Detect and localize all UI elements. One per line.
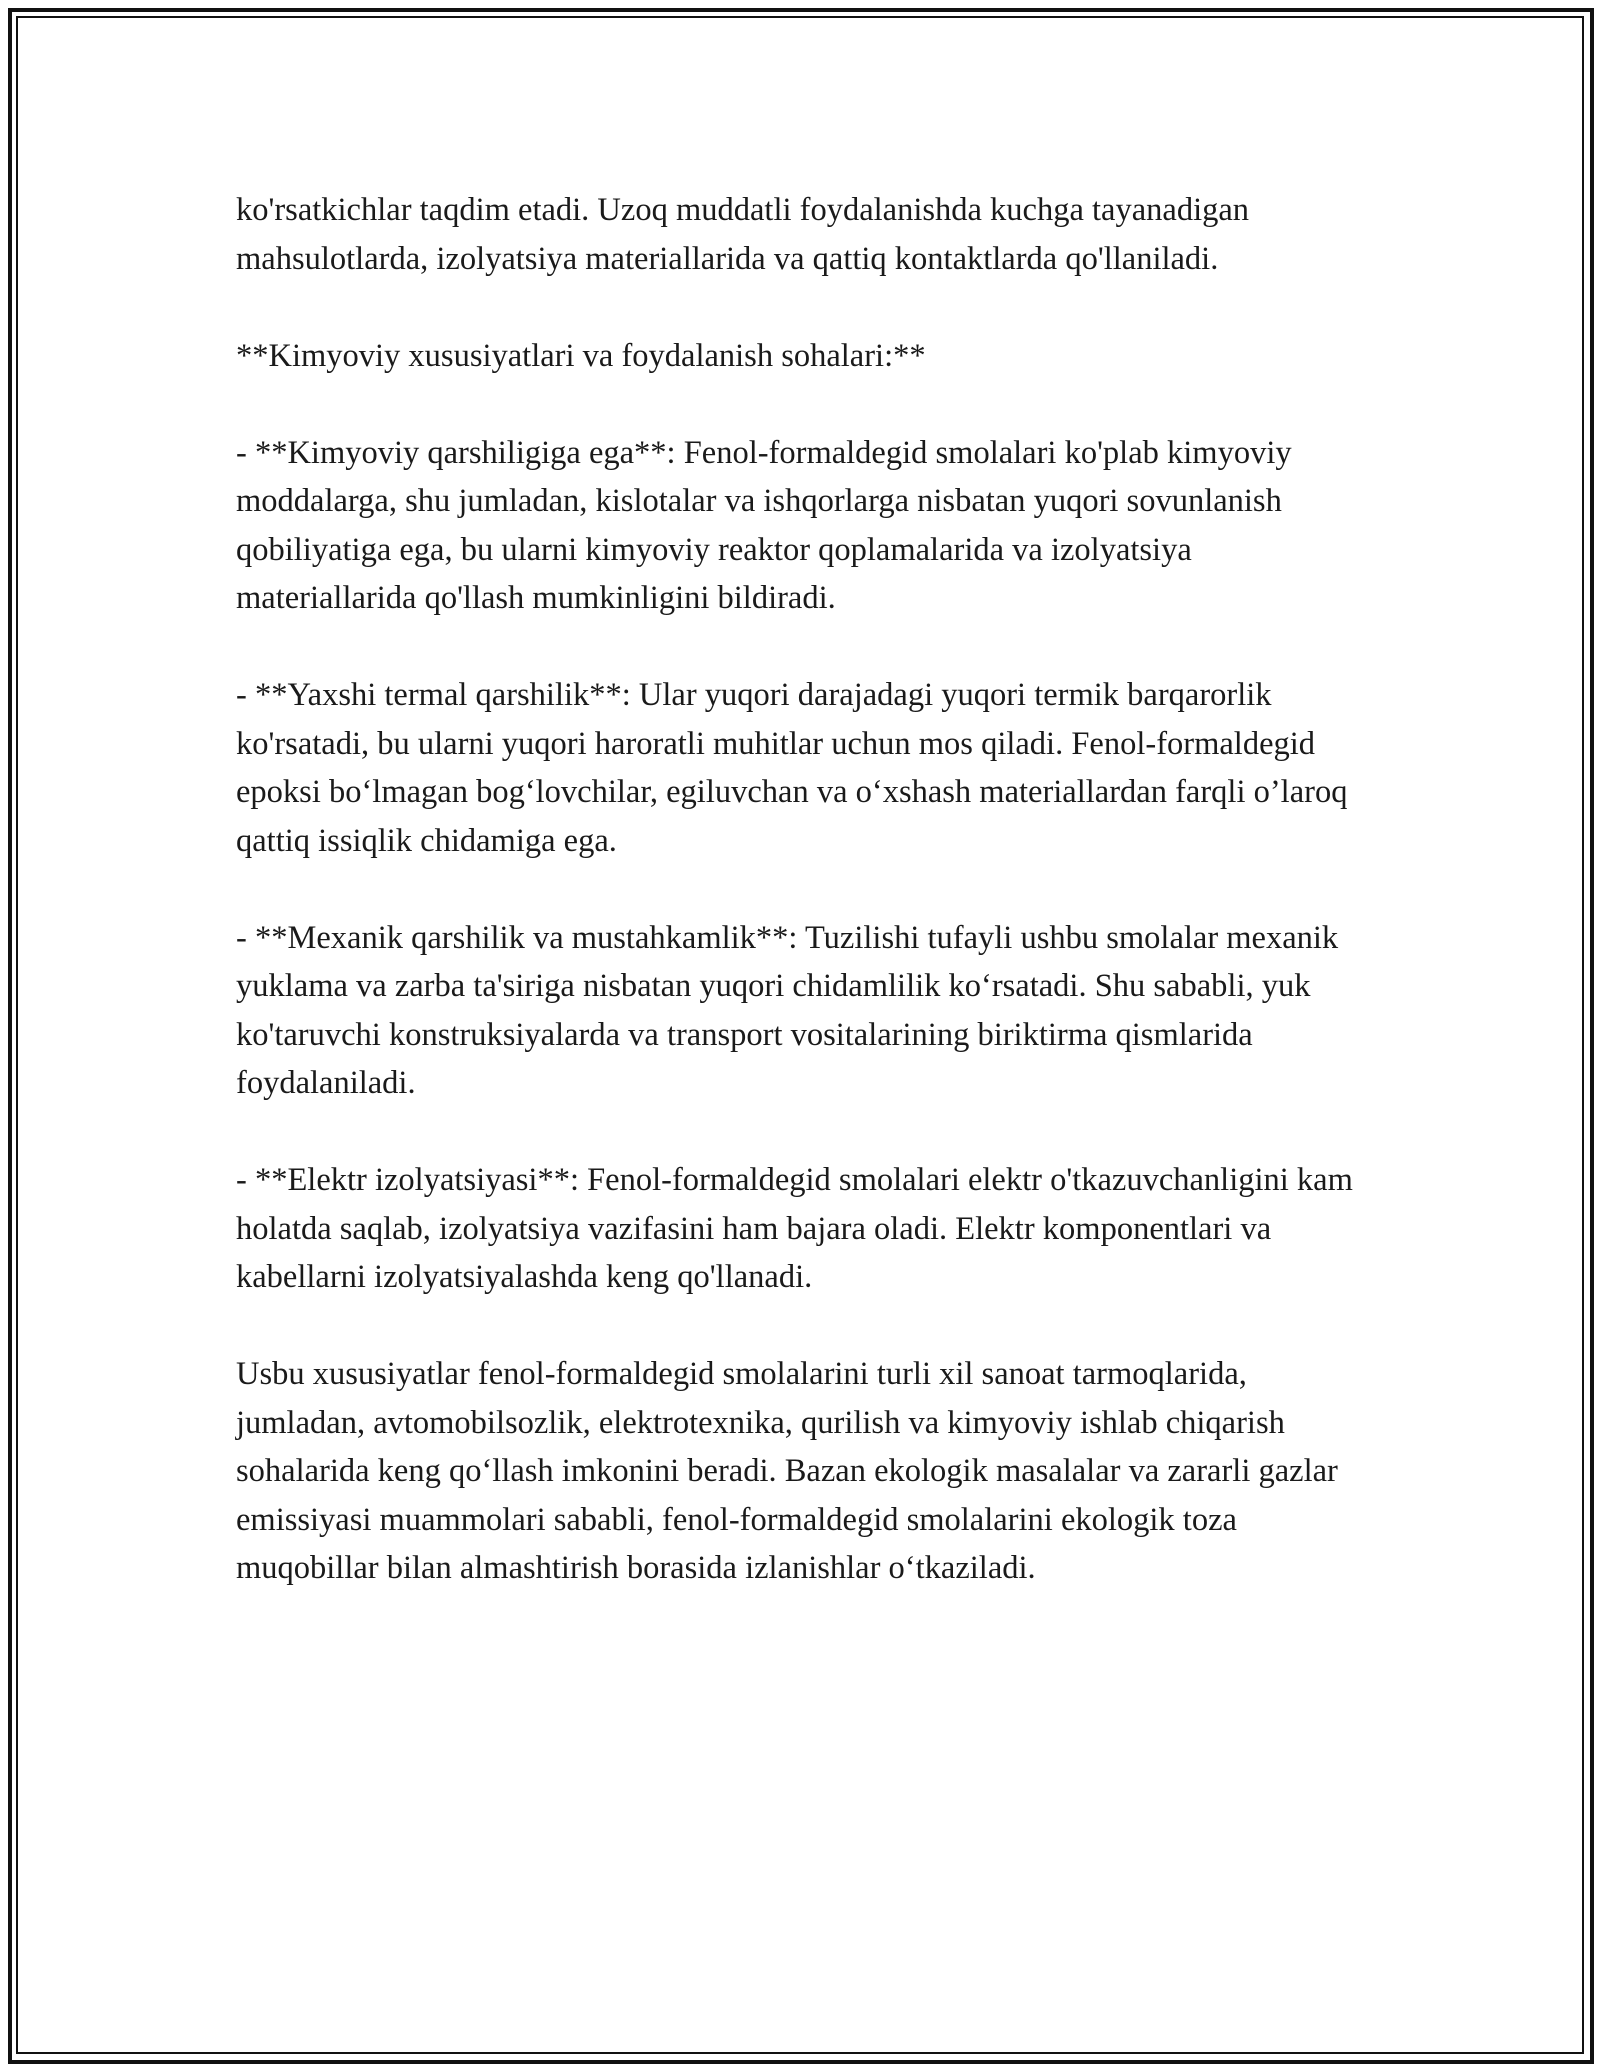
document-page <box>236 186 1356 1593</box>
list-item-mechanical-strength: - **Mexanik qarshilik va mustahkamlik**: Tuzilishi tufayli ushbu smolalar mexanik yuklama va zarba ta'siriga nisbatan yuqori chidamlilik ko‘rsatadi. Shu sababli, yuk ko'taruvchi konstruksiyalarda va transport vositalarining biriktirma qismlarida foydalaniladi. <box>236 919 1339 1101</box>
list-item-electrical-insulation: - **Elektr izolyatsiyasi**: Fenol-formaldegid smolalari elektr o'tkazuvchanligini kam holatda saqlab, izolyatsiya vazifasini ham bajara oladi. Elektr komponentlari va kabellarni izolyatsiyalashda keng qo'llanadi. <box>236 1162 1353 1295</box>
list-item-thermal-resistance: - **Yaxshi termal qarshilik**: Ular yuqori darajadagi yuqori termik barqarorlik ko'rsatadi, bu ularni yuqori haroratli muhitlar uchun mos qiladi. Fenol-formaldegid epoksi bo‘lmagan bog‘lovchilar, egiluvchan va o‘xshash materiallardan farqli o’laroq qattiq issiqlik chidamiga ega. <box>236 677 1348 859</box>
section-heading: **Kimyoviy xususiyatlari va foydalanish sohalari:** <box>236 337 926 374</box>
intro-paragraph: ko'rsatkichlar taqdim etadi. Uzoq muddatli foydalanishda kuchga tayanadigan mahsulotlarda, izolyatsiya materiallarida va qattiq kontaktlarda qo'llaniladi. <box>236 192 1250 277</box>
conclusion-paragraph: Usbu xususiyatlar fenol-formaldegid smolalarini turli xil sanoat tarmoqlarida, jumladan, avtomobilsozlik, elektrotexnika, qurilish va kimyoviy ishlab chiqarish sohalarida keng qo‘llash imkonini beradi. Bazan ekologik masalalar va zararli gazlar emissiyasi muammolari sababli, fenol-formaldegid smolalarini ekologik toza muqobillar bilan almashtirish borasida izlanishlar o‘tkaziladi. <box>236 1356 1338 1586</box>
list-item-chemical-resistance: - **Kimyoviy qarshiligiga ega**: Fenol-formaldegid smolalari ko'plab kimyoviy moddalarga, shu jumladan, kislotalar va ishqorlarga nisbatan yuqori sovunlanish qobiliyatiga ega, bu ularni kimyoviy reaktor qoplamalarida va izolyatsiya materiallarida qo'llash mumkinligini bildiradi. <box>236 434 1292 616</box>
